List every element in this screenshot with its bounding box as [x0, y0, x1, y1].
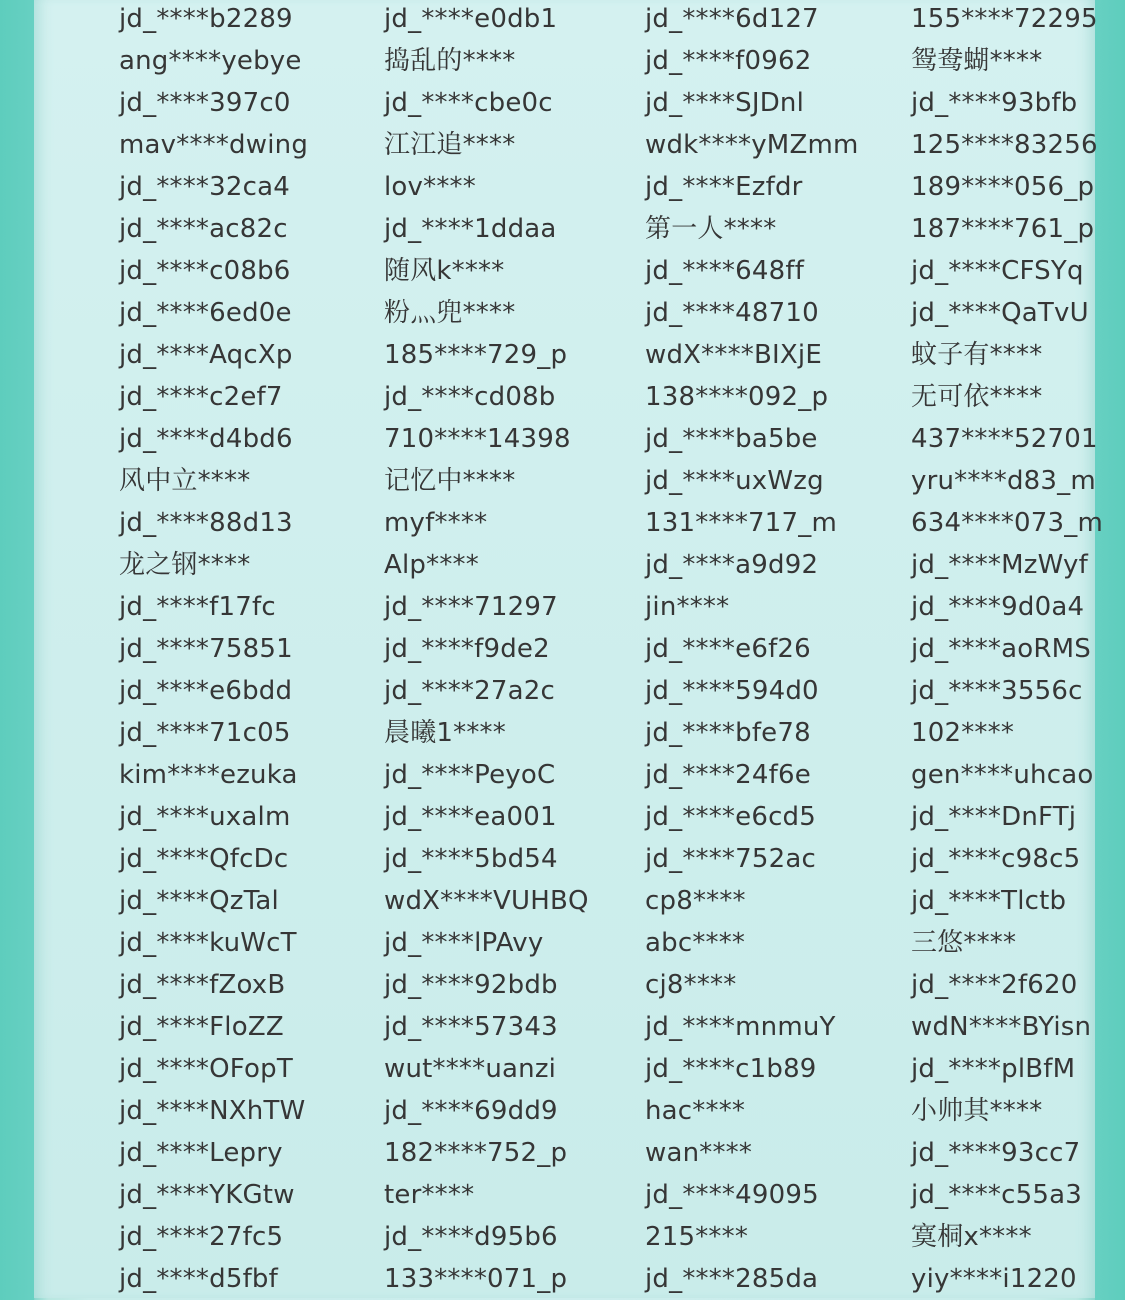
- username-entry: jd_****f17fc: [119, 592, 276, 622]
- username-entry: jd_****6ed0e: [119, 298, 292, 328]
- username-entry: jd_****c98c5: [911, 844, 1081, 874]
- username-row: [34, 1132, 1125, 1174]
- username-row: [34, 208, 1125, 250]
- username-row: [34, 544, 1125, 586]
- username-entry: jd_****e6bdd: [119, 676, 293, 706]
- username-entry: 粉灬兜****: [384, 298, 516, 328]
- username-entry: jd_****32ca4: [119, 172, 290, 202]
- username-row: [34, 796, 1125, 838]
- username-entry: jd_****24f6e: [645, 760, 811, 790]
- username-entry: jd_****OFopT: [119, 1054, 293, 1084]
- username-row: [34, 838, 1125, 880]
- username-row: [34, 1006, 1125, 1048]
- username-entry: jd_****uxWzg: [645, 466, 824, 496]
- username-row: [34, 250, 1125, 292]
- username-row: [34, 964, 1125, 1006]
- username-entry: jd_****57343: [384, 1012, 558, 1042]
- username-row: [34, 1174, 1125, 1216]
- username-entry: jd_****DnFTj: [911, 802, 1077, 832]
- username-entry: 437****52701: [911, 424, 1098, 454]
- username-entry: jd_****fZoxB: [119, 970, 286, 1000]
- username-entry: jd_****PeyoC: [384, 760, 556, 790]
- username-entry: jd_****MzWyf: [911, 550, 1088, 580]
- username-entry: jd_****c08b6: [119, 256, 291, 286]
- username-entry: 江江追****: [384, 130, 516, 160]
- username-entry: jin****: [645, 592, 730, 622]
- username-entry: 187****761_p: [911, 214, 1095, 244]
- username-entry: lov****: [384, 172, 476, 202]
- username-entry: jd_****e6f26: [645, 634, 811, 664]
- username-entry: wdk****yMZmm: [645, 130, 859, 160]
- username-entry: jd_****AqcXp: [119, 340, 293, 370]
- username-row: [34, 754, 1125, 796]
- username-entry: ter****: [384, 1180, 475, 1210]
- username-entry: jd_****NXhTW: [119, 1096, 306, 1126]
- username-entry: jd_****1ddaa: [384, 214, 557, 244]
- username-entry: jd_****Lepry: [119, 1138, 283, 1168]
- username-entry: jd_****6d127: [645, 4, 819, 34]
- username-entry: jd_****d4bd6: [119, 424, 293, 454]
- username-entry: 第一人****: [645, 214, 777, 244]
- username-entry: jd_****5bd54: [384, 844, 558, 874]
- username-entry: jd_****9d0a4: [911, 592, 1085, 622]
- username-row: [34, 1216, 1125, 1258]
- username-entry: jd_****71297: [384, 592, 558, 622]
- username-entry: jd_****QzTal: [119, 886, 279, 916]
- username-entry: 捣乱的****: [384, 46, 516, 76]
- username-entry: Alp****: [384, 550, 479, 580]
- username-entry: 无可依****: [911, 382, 1043, 412]
- username-entry: jd_****93cc7: [911, 1138, 1081, 1168]
- username-entry: jd_****Ezfdr: [645, 172, 803, 202]
- username-entry: abc****: [645, 928, 746, 958]
- username-entry: 133****071_p: [384, 1264, 568, 1294]
- username-row: [34, 418, 1125, 460]
- username-entry: jd_****YKGtw: [119, 1180, 295, 1210]
- username-entry: jd_****c1b89: [645, 1054, 817, 1084]
- username-row: [34, 334, 1125, 376]
- username-entry: jd_****2f620: [911, 970, 1078, 1000]
- username-entry: 龙之钢****: [119, 550, 251, 580]
- username-entry: jd_****88d13: [119, 508, 293, 538]
- username-row: [34, 586, 1125, 628]
- username-entry: jd_****ba5be: [645, 424, 818, 454]
- username-entry: jd_****75851: [119, 634, 293, 664]
- username-entry: 风中立****: [119, 466, 251, 496]
- username-entry: yru****d83_m: [911, 466, 1096, 496]
- username-entry: jd_****93bfb: [911, 88, 1078, 118]
- username-entry: 182****752_p: [384, 1138, 568, 1168]
- username-entry: jd_****d5fbf: [119, 1264, 278, 1294]
- username-entry: cj8****: [645, 970, 737, 1000]
- username-entry: 三悠****: [911, 928, 1017, 958]
- username-entry: myf****: [384, 508, 488, 538]
- username-entry: jd_****ea001: [384, 802, 557, 832]
- username-list-panel: [34, 0, 1103, 1298]
- username-entry: 138****092_p: [645, 382, 829, 412]
- username-row: [34, 1258, 1125, 1300]
- username-entry: jd_****CFSYq: [911, 256, 1084, 286]
- username-entry: jd_****d95b6: [384, 1222, 558, 1252]
- username-entry: hac****: [645, 1096, 746, 1126]
- username-entry: 155****72295: [911, 4, 1098, 34]
- username-entry: jd_****a9d92: [645, 550, 819, 580]
- username-entry: jd_****kuWcT: [119, 928, 297, 958]
- username-entry: jd_****648ff: [645, 256, 805, 286]
- username-entry: jd_****plBfM: [911, 1054, 1076, 1084]
- username-row: [34, 292, 1125, 334]
- username-row: [34, 376, 1125, 418]
- username-entry: jd_****SJDnl: [645, 88, 805, 118]
- username-entry: jd_****mnmuY: [645, 1012, 836, 1042]
- username-entry: jd_****594d0: [645, 676, 819, 706]
- username-entry: jd_****bfe78: [645, 718, 811, 748]
- username-entry: 185****729_p: [384, 340, 568, 370]
- username-row: [34, 628, 1125, 670]
- username-entry: 晨曦1****: [384, 718, 506, 748]
- username-entry: 102****: [911, 718, 1015, 748]
- username-entry: jd_****b2289: [119, 4, 293, 34]
- username-entry: jd_****92bdb: [384, 970, 558, 1000]
- username-row: [34, 460, 1125, 502]
- username-row: [34, 124, 1125, 166]
- username-entry: wdX****BIXjE: [645, 340, 822, 370]
- username-entry: 634****073_m: [911, 508, 1103, 538]
- username-row: [34, 82, 1125, 124]
- username-entry: ang****yebye: [119, 46, 302, 76]
- username-entry: wdN****BYisn: [911, 1012, 1092, 1042]
- username-entry: 鸳鸯蝴****: [911, 46, 1043, 76]
- username-entry: jd_****f9de2: [384, 634, 550, 664]
- username-row: [34, 1048, 1125, 1090]
- username-row: [34, 502, 1125, 544]
- username-entry: kim****ezuka: [119, 760, 298, 790]
- username-entry: jd_****cd08b: [384, 382, 556, 412]
- username-row: [34, 712, 1125, 754]
- username-row: [34, 40, 1125, 82]
- username-row: [34, 880, 1125, 922]
- username-entry: gen****uhcao: [911, 760, 1094, 790]
- username-entry: 记忆中****: [384, 466, 516, 496]
- username-entry: wdX****VUHBQ: [384, 886, 589, 916]
- username-entry: 寞桐x****: [911, 1222, 1032, 1252]
- username-entry: 710****14398: [384, 424, 571, 454]
- username-entry: jd_****lPAvy: [384, 928, 544, 958]
- username-entry: jd_****285da: [645, 1264, 819, 1294]
- username-entry: jd_****397c0: [119, 88, 291, 118]
- username-list: [34, 0, 1125, 1300]
- username-entry: jd_****aoRMS: [911, 634, 1091, 664]
- username-entry: jd_****752ac: [645, 844, 816, 874]
- username-entry: jd_****e0db1: [384, 4, 558, 34]
- username-entry: wan****: [645, 1138, 753, 1168]
- username-entry: jd_****uxalm: [119, 802, 291, 832]
- username-row: [34, 922, 1125, 964]
- username-entry: 189****056_p: [911, 172, 1095, 202]
- username-entry: 小帅其****: [911, 1096, 1043, 1126]
- username-row: [34, 166, 1125, 208]
- username-row: [34, 670, 1125, 712]
- username-entry: jd_****FloZZ: [119, 1012, 284, 1042]
- username-entry: 蚊子有****: [911, 340, 1043, 370]
- username-entry: cp8****: [645, 886, 746, 916]
- username-entry: jd_****f0962: [645, 46, 812, 76]
- username-entry: jd_****cbe0c: [384, 88, 553, 118]
- username-entry: jd_****c55a3: [911, 1180, 1082, 1210]
- username-entry: jd_****48710: [645, 298, 819, 328]
- username-entry: 125****83256: [911, 130, 1098, 160]
- username-entry: 215****: [645, 1222, 749, 1252]
- username-row: [34, 1090, 1125, 1132]
- username-entry: mav****dwing: [119, 130, 309, 160]
- username-entry: jd_****49095: [645, 1180, 819, 1210]
- username-entry: wut****uanzi: [384, 1054, 557, 1084]
- username-entry: 随风k****: [384, 256, 505, 286]
- username-entry: jd_****3556c: [911, 676, 1083, 706]
- username-entry: jd_****69dd9: [384, 1096, 558, 1126]
- username-entry: jd_****27a2c: [384, 676, 555, 706]
- username-entry: jd_****e6cd5: [645, 802, 817, 832]
- username-entry: jd_****Tlctb: [911, 886, 1067, 916]
- username-row: [34, 0, 1125, 40]
- username-entry: 131****717_m: [645, 508, 837, 538]
- username-entry: jd_****c2ef7: [119, 382, 283, 412]
- username-entry: jd_****ac82c: [119, 214, 288, 244]
- username-entry: jd_****QfcDc: [119, 844, 289, 874]
- username-entry: jd_****27fc5: [119, 1222, 284, 1252]
- username-entry: jd_****QaTvU: [911, 298, 1089, 328]
- username-entry: yiy****i1220: [911, 1264, 1077, 1294]
- username-entry: jd_****71c05: [119, 718, 291, 748]
